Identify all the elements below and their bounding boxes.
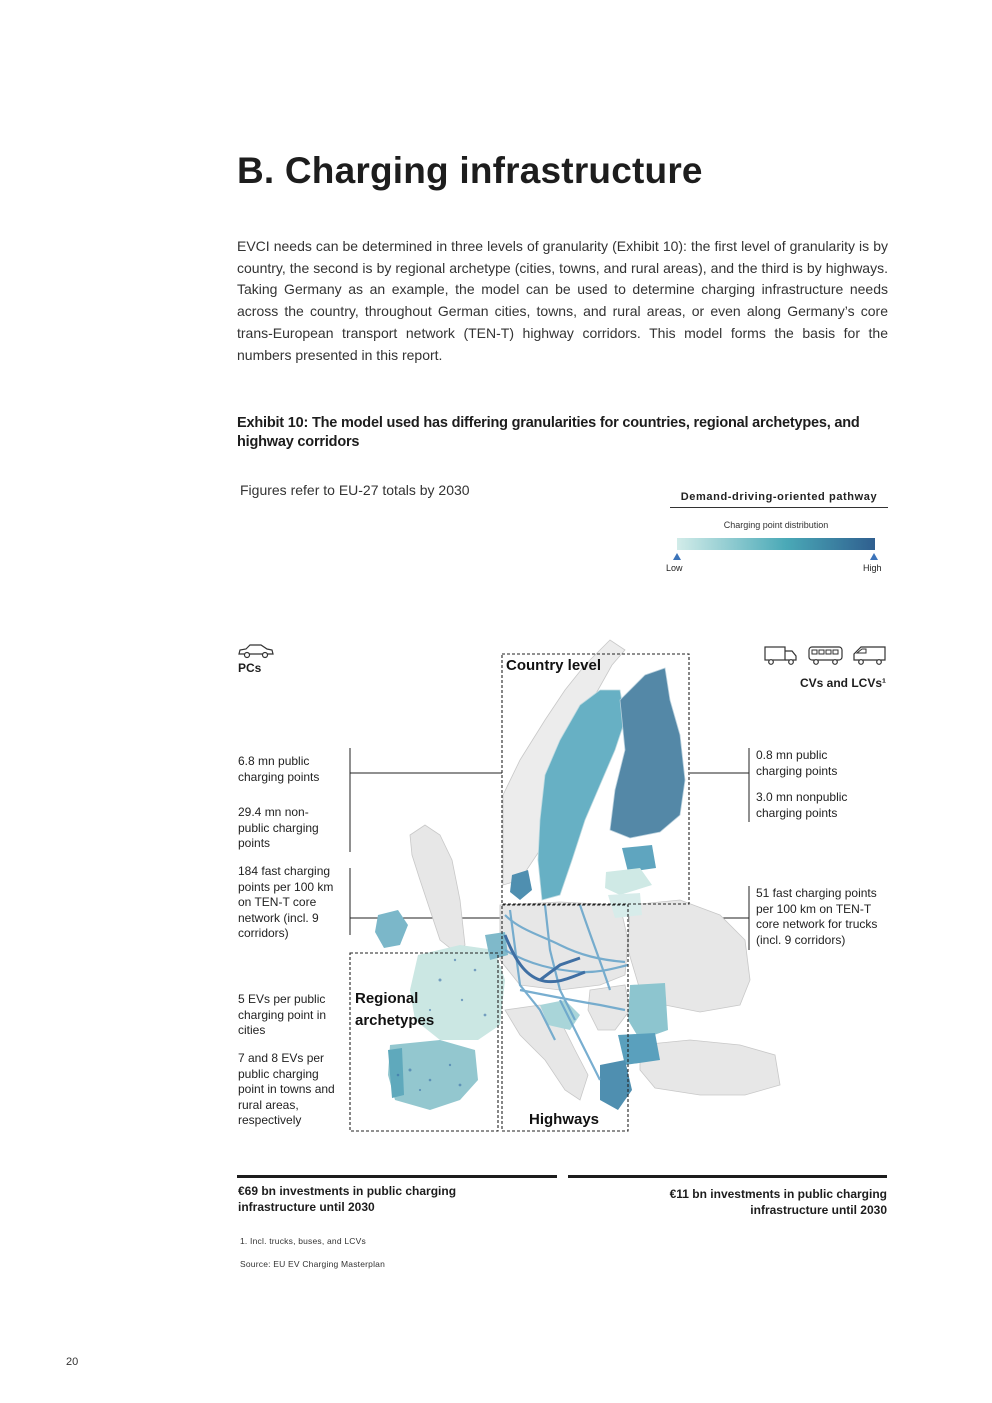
page-number: 20 bbox=[66, 1356, 79, 1368]
regional-archetypes-label: Regional archetypes bbox=[355, 990, 435, 1029]
source: Source: EU EV Charging Masterplan bbox=[240, 1259, 386, 1269]
footnote: 1. Incl. trucks, buses, and LCVs bbox=[240, 1236, 366, 1246]
intro-paragraph: EVCI needs can be determined in three levels of granularity (Exhibit 10): the first level of granularity is by country, the second is by regional archetype (cities, towns, and rural areas), and the third is by highways. Taking Germany as an example, the model can be used to determine charging infrastructure needs across the country, throughout German cities, towns, and rural areas, or even along Germany’s core trans-European transport network (TEN-T) highway corridors. This model forms the basis for the numbers presented in this report. bbox=[237, 238, 888, 363]
highways-label: Highways bbox=[529, 1111, 600, 1128]
van-icon bbox=[853, 644, 887, 666]
pc-nonpublic-points: 29.4 mn non-public charging points bbox=[238, 805, 319, 851]
cvs-lcvs-label: CVs and LCVs¹ bbox=[799, 676, 886, 690]
left-rule bbox=[237, 1175, 557, 1178]
high-marker-icon bbox=[870, 553, 878, 560]
cv-investment: €11 bn investments in public charging infrastructure until 2030 bbox=[669, 1187, 887, 1217]
car-icon bbox=[237, 642, 275, 660]
evs-per-point-towns: 7 and 8 EVs per public charging point in towns and rural areas, respectively bbox=[238, 1051, 335, 1128]
romania-shape bbox=[628, 983, 668, 1040]
legend-gradient bbox=[677, 538, 875, 550]
exhibit-title: Exhibit 10: The model used has differing granularities for countries, regional archetypes, and highway corridors bbox=[237, 415, 860, 450]
portugal-shape bbox=[388, 1048, 404, 1098]
right-rule bbox=[568, 1175, 887, 1178]
low-marker-icon bbox=[673, 553, 681, 560]
cv-nonpublic-points: 3.0 mn nonpublic charging points bbox=[756, 790, 848, 820]
ireland-shape bbox=[375, 910, 408, 948]
greece-shape bbox=[600, 1060, 632, 1110]
legend-high: High bbox=[863, 563, 882, 573]
cv-public-points: 0.8 mn public charging points bbox=[756, 748, 838, 778]
cv-fast-charging: 51 fast charging points per 100 km on TEN-T core network for trucks (incl. 9 corridors) bbox=[756, 886, 878, 947]
legend-title: Demand-driving-oriented pathway bbox=[670, 491, 888, 508]
pc-investment: €69 bn investments in public charging infrastructure until 2030 bbox=[238, 1184, 457, 1214]
legend-low: Low bbox=[666, 563, 683, 573]
country-level-label: Country level bbox=[506, 657, 602, 674]
exhibit-note: Figures refer to EU-27 totals by 2030 bbox=[240, 482, 470, 498]
legend-subtitle: Charging point distribution bbox=[723, 520, 829, 530]
europe-map bbox=[340, 630, 800, 1140]
pcs-label: PCs bbox=[238, 661, 262, 675]
estonia-shape bbox=[622, 845, 656, 872]
latvia-shape bbox=[605, 868, 652, 895]
finland-shape bbox=[610, 668, 685, 838]
evs-per-point-cities: 5 EVs per public charging point in cities bbox=[238, 992, 327, 1038]
page-title: B. Charging infrastructure bbox=[237, 150, 703, 191]
pc-public-points: 6.8 mn public charging points bbox=[238, 754, 320, 784]
pc-fast-charging: 184 fast charging points per 100 km on TEN-T core network (incl. 9 corridors) bbox=[238, 864, 334, 941]
bus-icon bbox=[808, 644, 844, 666]
